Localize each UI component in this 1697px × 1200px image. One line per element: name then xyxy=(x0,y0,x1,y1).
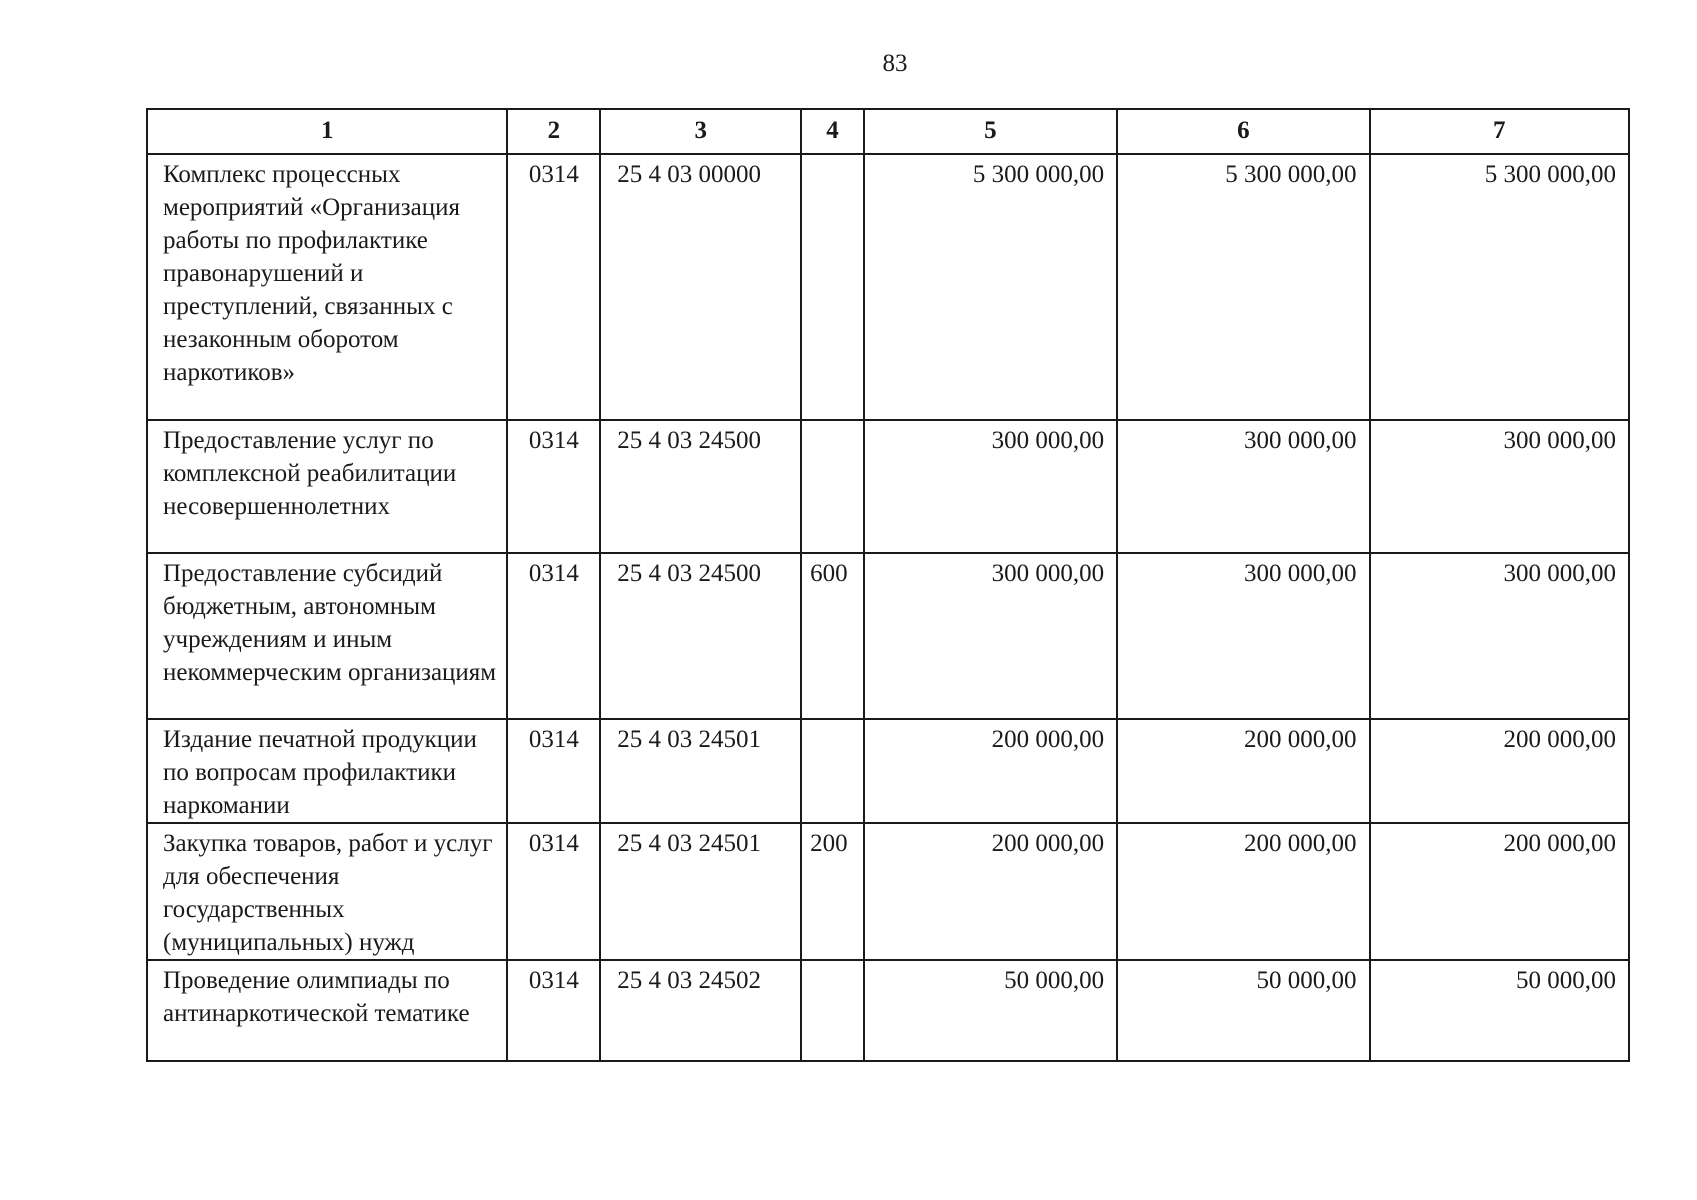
row-target: 25 4 03 24501 xyxy=(600,719,801,823)
row-name: Комплекс процессных мероприятий «Организация работы по профилактике правонарушений и преступлений, связанных с незаконным оборотом наркотиков» xyxy=(147,154,507,420)
row-amount-1: 200 000,00 xyxy=(864,719,1117,823)
row-amount-3: 300 000,00 xyxy=(1370,553,1630,719)
row-amount-3: 200 000,00 xyxy=(1370,719,1630,823)
header-col-4: 4 xyxy=(801,109,864,154)
header-col-5: 5 xyxy=(864,109,1117,154)
table-body xyxy=(147,154,1629,1061)
row-name: Издание печатной продукции по вопросам профилактики наркомании xyxy=(147,719,507,823)
budget-table xyxy=(146,108,1630,1062)
row-amount-1: 5 300 000,00 xyxy=(864,154,1117,420)
row-amount-2: 50 000,00 xyxy=(1117,960,1369,1061)
table-row xyxy=(147,553,1629,719)
row-amount-1: 50 000,00 xyxy=(864,960,1117,1061)
row-target: 25 4 03 24501 xyxy=(600,823,801,960)
row-expense-type xyxy=(801,420,864,553)
header-col-2: 2 xyxy=(507,109,600,154)
row-amount-2: 300 000,00 xyxy=(1117,420,1369,553)
row-expense-type xyxy=(801,960,864,1061)
row-section: 0314 xyxy=(507,719,600,823)
row-amount-3: 5 300 000,00 xyxy=(1370,154,1630,420)
row-name: Предоставление субсидий бюджетным, автономным учреждениям и иным некоммерческим организациям xyxy=(147,553,507,719)
row-section: 0314 xyxy=(507,553,600,719)
row-target: 25 4 03 24500 xyxy=(600,553,801,719)
row-amount-1: 300 000,00 xyxy=(864,420,1117,553)
row-amount-3: 200 000,00 xyxy=(1370,823,1630,960)
row-section: 0314 xyxy=(507,420,600,553)
row-amount-2: 300 000,00 xyxy=(1117,553,1369,719)
table-row xyxy=(147,420,1629,553)
row-section: 0314 xyxy=(507,823,600,960)
row-section: 0314 xyxy=(507,960,600,1061)
row-target: 25 4 03 24500 xyxy=(600,420,801,553)
row-amount-2: 5 300 000,00 xyxy=(1117,154,1369,420)
row-target: 25 4 03 00000 xyxy=(600,154,801,420)
page-number: 83 xyxy=(882,50,908,77)
row-target: 25 4 03 24502 xyxy=(600,960,801,1061)
table-row xyxy=(147,719,1629,823)
row-name: Предоставление услуг по комплексной реабилитации несовершеннолетних xyxy=(147,420,507,553)
row-name: Проведение олимпиады по антинаркотической тематике xyxy=(147,960,507,1061)
header-col-6: 6 xyxy=(1117,109,1369,154)
header-col-3: 3 xyxy=(600,109,801,154)
row-amount-1: 200 000,00 xyxy=(864,823,1117,960)
row-amount-2: 200 000,00 xyxy=(1117,719,1369,823)
row-expense-type xyxy=(801,154,864,420)
row-section: 0314 xyxy=(507,154,600,420)
header-row xyxy=(147,109,1629,154)
row-expense-type: 600 xyxy=(801,553,864,719)
row-amount-3: 300 000,00 xyxy=(1370,420,1630,553)
row-expense-type: 200 xyxy=(801,823,864,960)
table-row xyxy=(147,823,1629,960)
table-row xyxy=(147,960,1629,1061)
row-amount-1: 300 000,00 xyxy=(864,553,1117,719)
row-name: Закупка товаров, работ и услуг для обеспечения государственных (муниципальных) нужд xyxy=(147,823,507,960)
row-amount-3: 50 000,00 xyxy=(1370,960,1630,1061)
row-expense-type xyxy=(801,719,864,823)
table-row xyxy=(147,154,1629,420)
header-col-7: 7 xyxy=(1370,109,1630,154)
header-col-1: 1 xyxy=(147,109,507,154)
row-amount-2: 200 000,00 xyxy=(1117,823,1369,960)
table-header xyxy=(147,109,1629,154)
